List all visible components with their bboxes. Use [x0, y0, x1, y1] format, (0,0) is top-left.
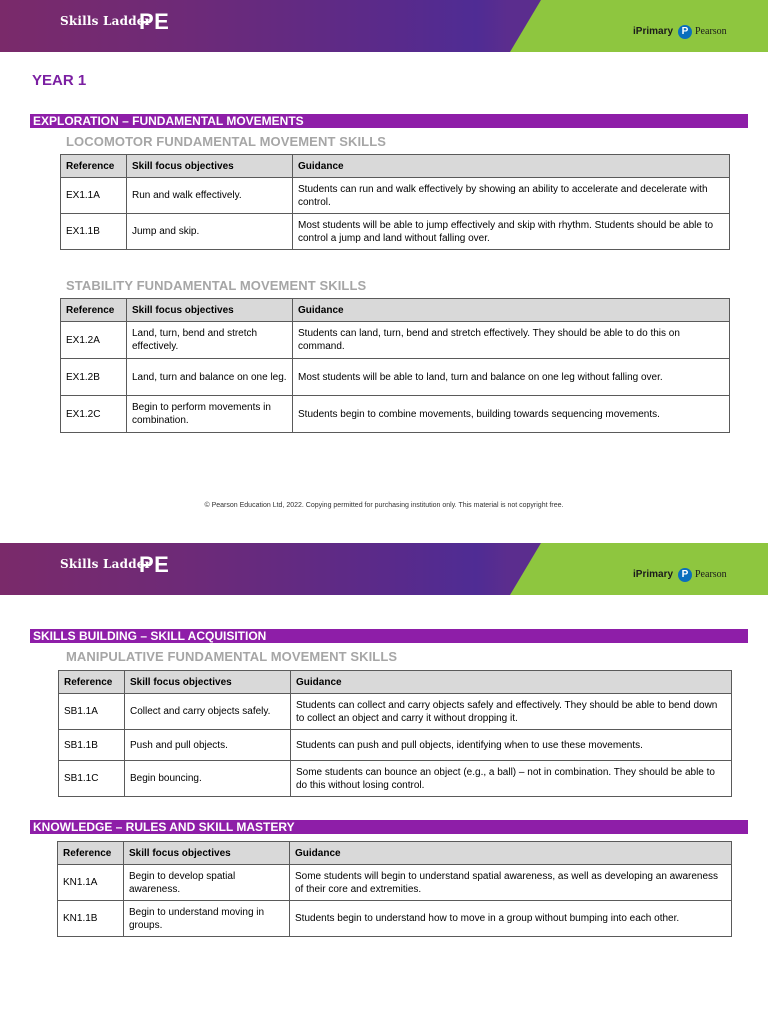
- cell-guidance: Most students will be able to jump effectively and skip with rhythm. Students should be able to control a jump and land without falling over.: [293, 214, 730, 250]
- pearson-logo-icon: P: [678, 568, 692, 582]
- cell-guidance: Students can push and pull objects, identifying when to use these movements.: [291, 730, 732, 761]
- pearson-label: Pearson: [695, 569, 727, 580]
- cell-reference: KN1.1B: [58, 901, 124, 937]
- table-stability: [60, 298, 730, 433]
- cell-reference: EX1.2C: [61, 396, 127, 433]
- header-skill-focus: Skill focus objectives: [127, 155, 293, 178]
- subheading-stability: STABILITY FUNDAMENTAL MOVEMENT SKILLS: [66, 278, 367, 293]
- header-reference: Reference: [61, 155, 127, 178]
- skills-ladder-logo: Skills Ladder: [60, 557, 152, 571]
- table-row: [58, 901, 732, 937]
- header-guidance: Guidance: [293, 299, 730, 322]
- cell-guidance: Students begin to understand how to move in a group without bumping into each other.: [290, 901, 732, 937]
- table-row: [61, 359, 730, 396]
- cell-guidance: Students begin to combine movements, building towards sequencing movements.: [293, 396, 730, 433]
- table-row: [61, 214, 730, 250]
- pe-logo: PE: [139, 552, 170, 577]
- header-reference: Reference: [59, 671, 125, 694]
- cell-objective: Push and pull objects.: [125, 730, 291, 761]
- cell-guidance: Students can collect and carry objects safely and effectively. They should be able to bend down to collect an object and carry it without dropping it.: [291, 694, 732, 730]
- header-reference: Reference: [58, 842, 124, 865]
- year-title: YEAR 1: [32, 72, 87, 89]
- cell-guidance: Some students can bounce an object (e.g., a ball) – not in combination. They should be able to do this without losing control.: [291, 761, 732, 797]
- header-guidance: Guidance: [290, 842, 732, 865]
- header-guidance: Guidance: [291, 671, 732, 694]
- cell-objective: Collect and carry objects safely.: [125, 694, 291, 730]
- cell-guidance: Some students will begin to understand spatial awareness, as well as developing an awareness of their core and extremities.: [290, 865, 732, 901]
- header-skill-focus: Skill focus objectives: [127, 299, 293, 322]
- cell-reference: SB1.1B: [59, 730, 125, 761]
- header-reference: Reference: [61, 299, 127, 322]
- table-row: [61, 322, 730, 359]
- subheading-manipulative: MANIPULATIVE FUNDAMENTAL MOVEMENT SKILLS: [66, 649, 398, 664]
- cell-reference: SB1.1A: [59, 694, 125, 730]
- table-row: [59, 694, 732, 730]
- table-row: [61, 178, 730, 214]
- table-locomotor: [60, 154, 730, 250]
- pearson-label: Pearson: [695, 26, 727, 37]
- section-exploration: EXPLORATION – FUNDAMENTAL MOVEMENTS: [30, 114, 748, 128]
- table-row: [59, 730, 732, 761]
- page1-header-banner: [0, 0, 768, 52]
- cell-guidance: Most students will be able to land, turn and balance on one leg without falling over.: [293, 359, 730, 396]
- page2-header-banner: [0, 543, 768, 595]
- cell-objective: Run and walk effectively.: [127, 178, 293, 214]
- table-row: [61, 396, 730, 433]
- cell-objective: Begin to understand moving in groups.: [124, 901, 290, 937]
- cell-reference: SB1.1C: [59, 761, 125, 797]
- pe-logo: PE: [139, 9, 170, 34]
- cell-reference: EX1.2A: [61, 322, 127, 359]
- cell-objective: Land, turn, bend and stretch effectively.: [127, 322, 293, 359]
- cell-objective: Jump and skip.: [127, 214, 293, 250]
- pearson-logo-icon: P: [678, 25, 692, 39]
- cell-reference: EX1.1A: [61, 178, 127, 214]
- cell-objective: Begin to develop spatial awareness.: [124, 865, 290, 901]
- iprimary-label: iPrimary: [633, 26, 674, 37]
- cell-reference: KN1.1A: [58, 865, 124, 901]
- section-skills-building: SKILLS BUILDING – SKILL ACQUISITION: [30, 629, 748, 643]
- cell-reference: EX1.2B: [61, 359, 127, 396]
- table-manipulative: [58, 670, 732, 797]
- table-knowledge: [57, 841, 732, 937]
- header-guidance: Guidance: [293, 155, 730, 178]
- subheading-locomotor: LOCOMOTOR FUNDAMENTAL MOVEMENT SKILLS: [66, 134, 387, 149]
- header-skill-focus: Skill focus objectives: [124, 842, 290, 865]
- cell-reference: EX1.1B: [61, 214, 127, 250]
- copyright-footer: © Pearson Education Ltd, 2022. Copying permitted for purchasing institution only. This material is not copyright free.: [204, 502, 564, 509]
- header-skill-focus: Skill focus objectives: [125, 671, 291, 694]
- table-row: [58, 865, 732, 901]
- cell-objective: Begin bouncing.: [125, 761, 291, 797]
- table-row: [59, 761, 732, 797]
- cell-objective: Begin to perform movements in combination.: [127, 396, 293, 433]
- cell-guidance: Students can run and walk effectively by showing an ability to accelerate and decelerate with control.: [293, 178, 730, 214]
- skills-ladder-logo: Skills Ladder: [60, 14, 152, 28]
- cell-objective: Land, turn and balance on one leg.: [127, 359, 293, 396]
- iprimary-label: iPrimary: [633, 569, 674, 580]
- cell-guidance: Students can land, turn, bend and stretch effectively. They should be able to do this on command.: [293, 322, 730, 359]
- section-knowledge: KNOWLEDGE – RULES AND SKILL MASTERY: [30, 820, 748, 834]
